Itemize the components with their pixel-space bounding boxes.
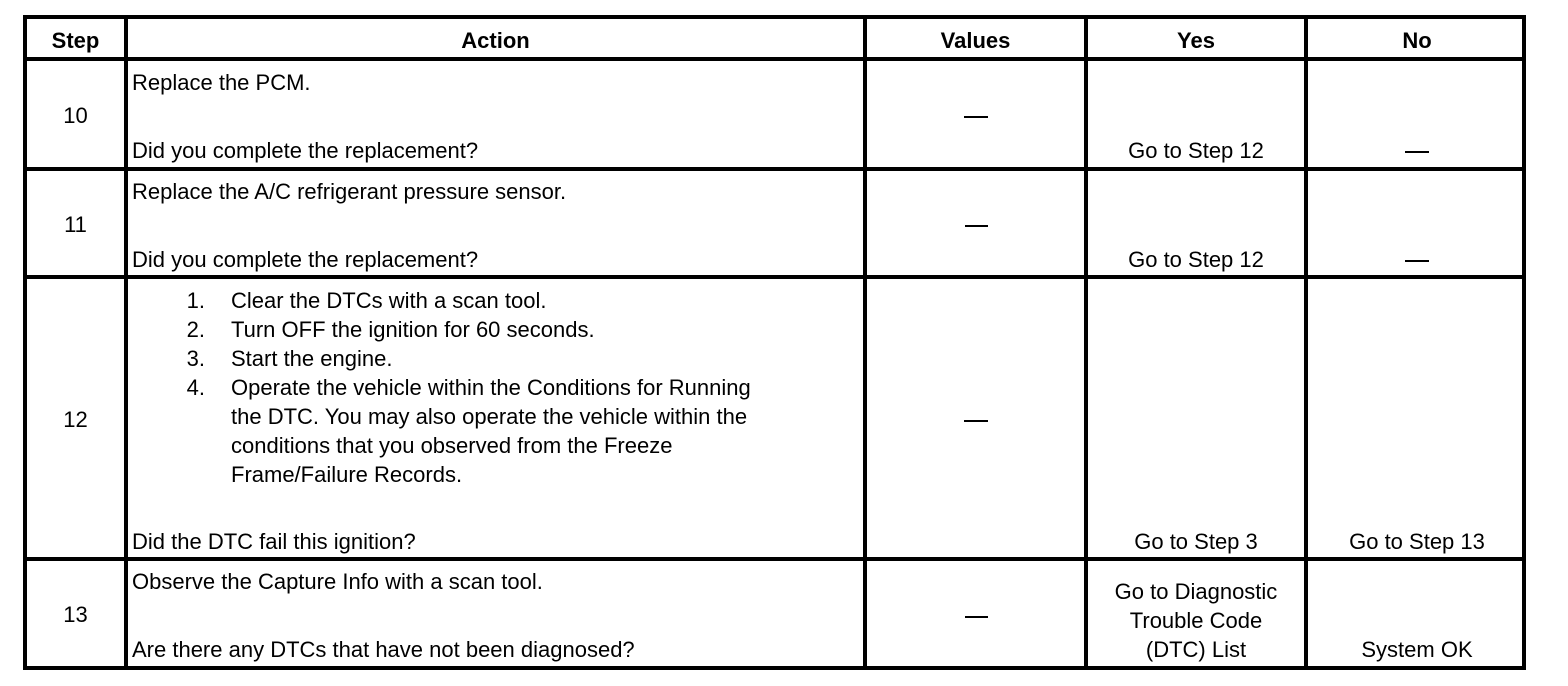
no-action: System OK [1361, 637, 1473, 662]
column-divider [124, 19, 128, 666]
column-divider [1304, 19, 1308, 666]
list-number: 4. [186, 375, 205, 400]
header-yes: Yes [1177, 28, 1215, 53]
list-item: Operate the vehicle within the Conditions for Running [231, 375, 751, 400]
action-question: Did the DTC fail this ignition? [132, 529, 416, 554]
step-number: 11 [64, 212, 87, 237]
action-text: Replace the A/C refrigerant pressure sensor. [132, 179, 567, 204]
yes-action: (DTC) List [1145, 637, 1247, 662]
header-values: Values [940, 28, 1011, 53]
action-text: Observe the Capture Info with a scan tool. [132, 569, 543, 594]
header-no: No [1402, 28, 1432, 53]
list-item: Start the engine. [231, 346, 393, 371]
values-dash [965, 616, 988, 618]
column-divider [1084, 19, 1088, 666]
yes-action: Go to Step 12 [1128, 138, 1264, 163]
list-number: 1. [186, 288, 205, 313]
action-question: Did you complete the replacement? [132, 247, 479, 272]
header-action: Action [461, 28, 530, 53]
list-item: Turn OFF the ignition for 60 seconds. [231, 317, 595, 342]
step-number: 12 [63, 407, 88, 432]
list-item: Clear the DTCs with a scan tool. [231, 288, 547, 313]
yes-action: Trouble Code [1129, 608, 1263, 633]
no-action: Go to Step 13 [1349, 529, 1485, 554]
step-number: 13 [63, 602, 88, 627]
diagnostic-table [23, 15, 1526, 670]
list-item-continued: the DTC. You may also operate the vehicle within the [231, 404, 748, 429]
action-question: Did you complete the replacement? [132, 138, 479, 163]
no-dash [1405, 151, 1429, 153]
list-item-continued: conditions that you observed from the Freeze [231, 433, 673, 458]
values-dash [964, 116, 988, 118]
list-number: 2. [186, 317, 205, 342]
action-question: Are there any DTCs that have not been diagnosed? [132, 637, 635, 662]
yes-action: Go to Step 12 [1128, 247, 1264, 272]
list-item-continued: Frame/Failure Records. [231, 462, 463, 487]
row-divider [27, 557, 1522, 561]
list-number: 3. [186, 346, 205, 371]
action-text: Replace the PCM. [132, 70, 311, 95]
yes-action: Go to Step 3 [1134, 529, 1258, 554]
header-step: Step [51, 28, 100, 53]
step-number: 10 [63, 103, 88, 128]
column-divider [863, 19, 867, 666]
row-divider [27, 275, 1522, 279]
no-dash [1405, 260, 1429, 262]
yes-action: Go to Diagnostic [1114, 579, 1278, 604]
row-divider [27, 167, 1522, 171]
values-dash [964, 420, 988, 422]
values-dash [965, 225, 988, 227]
